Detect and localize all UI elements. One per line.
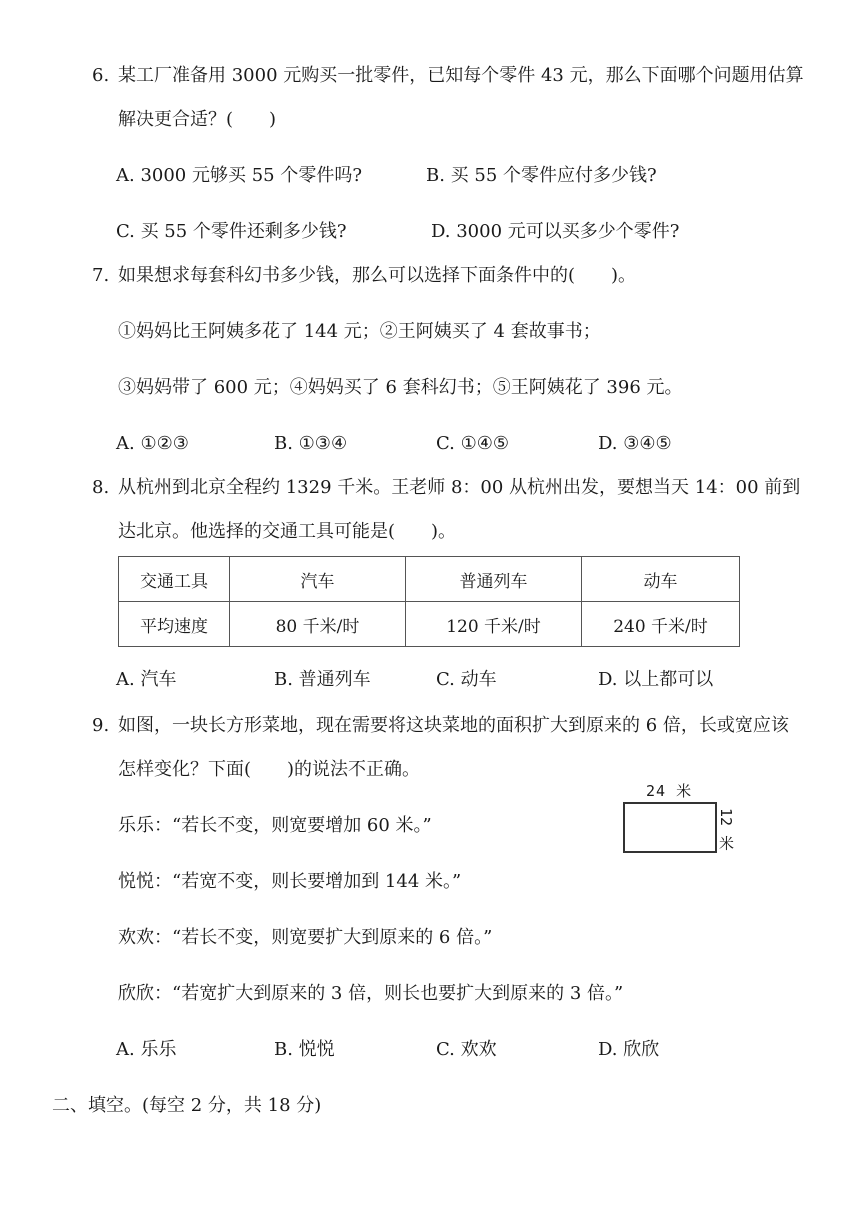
q7-option-a: A. ①②③: [116, 433, 189, 454]
q7-number: 7.: [92, 265, 110, 286]
q8-option-b: B. 普通列车: [274, 669, 371, 690]
table-cell: 平均速度: [119, 602, 230, 647]
q6-option-c: C. 买 55 个零件还剩多少钱?: [116, 221, 347, 242]
figure-length-label: 24 米: [646, 782, 693, 800]
q6-option-a: A. 3000 元够买 55 个零件吗?: [116, 165, 362, 186]
q9-statement-lele: 乐乐：“若长不变，则宽要增加 60 米。”: [118, 815, 432, 836]
table-cell: 120 千米/时: [406, 602, 582, 647]
table-row: [119, 557, 740, 602]
q9-statement-xinxin: 欣欣：“若宽扩大到原来的 3 倍，则长也要扩大到原来的 3 倍。”: [118, 983, 624, 1004]
q7-option-c: C. ①④⑤: [436, 433, 509, 454]
section-2-title: 二、填空。(每空 2 分，共 18 分): [52, 1095, 322, 1116]
q8-option-d: D. 以上都可以: [598, 669, 714, 690]
q6-text-line1: 某工厂准备用 3000 元购买一批零件，已知每个零件 43 元，那么下面哪个问题用估算: [118, 65, 804, 86]
rectangle-shape: [623, 802, 717, 853]
q9-text-line1: 如图，一块长方形菜地，现在需要将这块菜地的面积扩大到原来的 6 倍，长或宽应该: [118, 715, 789, 736]
q8-option-c: C. 动车: [436, 669, 497, 690]
table-header-cell: 交通工具: [119, 557, 230, 602]
table-cell: 80 千米/时: [230, 602, 406, 647]
q7-text: 如果想求每套科幻书多少钱，那么可以选择下面条件中的( )。: [118, 265, 637, 286]
transport-speed-table: [118, 556, 740, 647]
q9-option-d: D. 欣欣: [598, 1039, 660, 1060]
q6-option-d: D. 3000 元可以买多少个零件?: [431, 221, 680, 242]
q8-number: 8.: [92, 477, 110, 498]
q9-option-b: B. 悦悦: [274, 1039, 335, 1060]
q9-statement-huanhuan: 欢欢：“若长不变，则宽要扩大到原来的 6 倍。”: [118, 927, 493, 948]
rectangle-figure: [612, 778, 742, 858]
q6-number: 6.: [92, 65, 110, 86]
table-row: [119, 602, 740, 647]
table-header-cell: 汽车: [230, 557, 406, 602]
q6-option-b: B. 买 55 个零件应付多少钱?: [426, 165, 657, 186]
table-header-cell: 普通列车: [406, 557, 582, 602]
table-cell: 240 千米/时: [582, 602, 740, 647]
q9-option-a: A. 乐乐: [116, 1039, 177, 1060]
q7-condition-line1: ①妈妈比王阿姨多花了 144 元；②王阿姨买了 4 套故事书；: [118, 321, 601, 342]
figure-width-label: 12 米: [717, 808, 735, 851]
table-header-cell: 动车: [582, 557, 740, 602]
q9-text-line2: 怎样变化？下面( )的说法不正确。: [118, 759, 421, 780]
q8-text-line1: 从杭州到北京全程约 1329 千米。王老师 8：00 从杭州出发，要想当天 14：00 前到: [118, 477, 801, 498]
q7-condition-line2: ③妈妈带了 600 元；④妈妈买了 6 套科幻书；⑤王阿姨花了 396 元。: [118, 377, 683, 398]
q6-text-line2: 解决更合适？( ): [118, 109, 277, 130]
q8-text-line2: 达北京。他选择的交通工具可能是( )。: [118, 521, 457, 542]
q8-option-a: A. 汽车: [116, 669, 177, 690]
q9-number: 9.: [92, 715, 110, 736]
q9-option-c: C. 欢欢: [436, 1039, 497, 1060]
q9-statement-yueyue: 悦悦：“若宽不变，则长要增加到 144 米。”: [118, 871, 462, 892]
q7-option-d: D. ③④⑤: [598, 433, 672, 454]
q7-option-b: B. ①③④: [274, 433, 348, 454]
